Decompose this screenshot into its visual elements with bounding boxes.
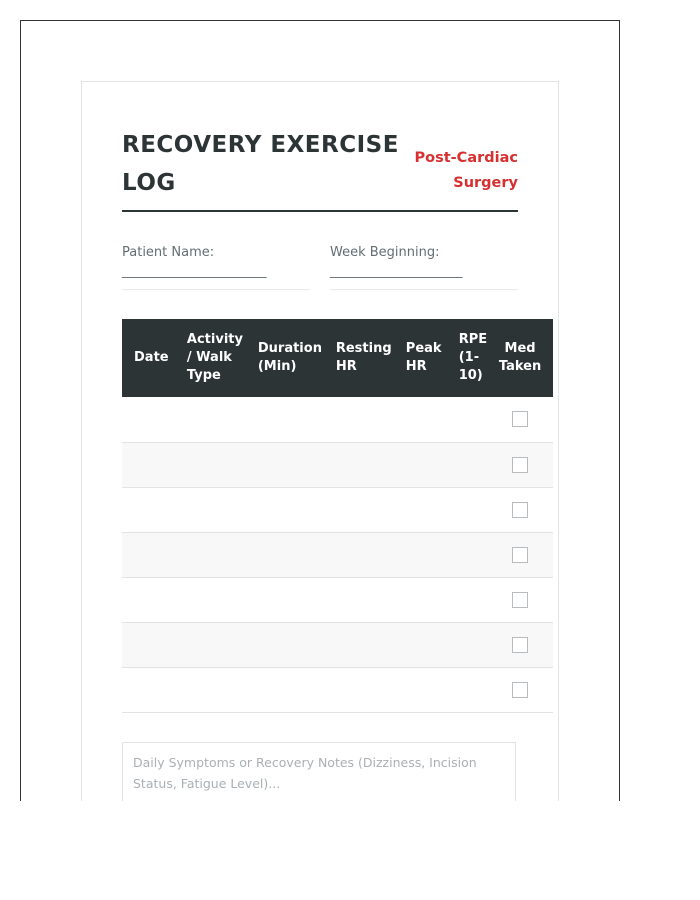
week-beginning-label: Week Beginning: (330, 245, 440, 260)
date-cell[interactable] (122, 622, 175, 667)
peak-hr-cell[interactable] (394, 487, 447, 532)
date-cell[interactable] (122, 487, 175, 532)
date-cell[interactable] (122, 532, 175, 577)
info-fields (122, 244, 518, 289)
log-sheet (81, 81, 559, 801)
week-beginning-field[interactable] (330, 244, 518, 290)
med-taken-cell (487, 397, 553, 442)
med-taken-checkbox[interactable] (512, 411, 528, 427)
med-taken-cell (487, 487, 553, 532)
rpe-cell[interactable] (447, 442, 487, 487)
duration-cell[interactable] (246, 442, 324, 487)
med-taken-checkbox[interactable] (512, 682, 528, 698)
activity-cell[interactable] (175, 532, 246, 577)
table-header-row (122, 319, 553, 397)
med-taken-cell (487, 667, 553, 712)
med-taken-checkbox[interactable] (512, 592, 528, 608)
rpe-cell[interactable] (447, 487, 487, 532)
recovery-notes-textarea[interactable]: Daily Symptoms or Recovery Notes (Dizziness, Incision Status, Fatigue Level)... (122, 742, 516, 801)
med-taken-checkbox[interactable] (512, 457, 528, 473)
subtitle: Post-Cardiac Surgery (414, 150, 518, 191)
med-taken-checkbox[interactable] (512, 637, 528, 653)
rpe-cell[interactable] (447, 397, 487, 442)
resting-hr-cell[interactable] (324, 442, 394, 487)
duration-cell[interactable] (246, 487, 324, 532)
col-activity: Activity / Walk Type (186, 332, 243, 383)
rpe-cell[interactable] (447, 667, 487, 712)
activity-cell[interactable] (175, 622, 246, 667)
patient-name-line: ________________________ (122, 264, 266, 279)
duration-cell[interactable] (246, 622, 324, 667)
patient-name-label: Patient Name: (122, 245, 215, 260)
resting-hr-cell[interactable] (324, 532, 394, 577)
table-row (122, 622, 553, 667)
activity-cell[interactable] (175, 442, 246, 487)
week-beginning-line: ______________________ (330, 264, 462, 279)
activity-cell[interactable] (175, 667, 246, 712)
table-row (122, 442, 553, 487)
date-cell[interactable] (122, 442, 175, 487)
med-taken-checkbox[interactable] (512, 547, 528, 563)
patient-name-field[interactable] (122, 244, 310, 290)
activity-cell[interactable] (175, 577, 246, 622)
col-date: Date (134, 350, 169, 365)
med-taken-checkbox[interactable] (512, 502, 528, 518)
table-row (122, 487, 553, 532)
peak-hr-cell[interactable] (394, 532, 447, 577)
date-cell[interactable] (122, 667, 175, 712)
col-resting-hr: Resting HR (335, 341, 392, 374)
col-peak-hr: Peak HR (405, 341, 442, 374)
duration-cell[interactable] (246, 397, 324, 442)
activity-cell[interactable] (175, 487, 246, 532)
rpe-cell[interactable] (447, 622, 487, 667)
resting-hr-cell[interactable] (324, 487, 394, 532)
resting-hr-cell[interactable] (324, 622, 394, 667)
peak-hr-cell[interactable] (394, 442, 447, 487)
resting-hr-cell[interactable] (324, 577, 394, 622)
table-row (122, 577, 553, 622)
activity-cell[interactable] (175, 397, 246, 442)
med-taken-cell (487, 442, 553, 487)
resting-hr-cell[interactable] (324, 397, 394, 442)
rpe-cell[interactable] (447, 532, 487, 577)
peak-hr-cell[interactable] (394, 667, 447, 712)
duration-cell[interactable] (246, 667, 324, 712)
page-frame (20, 20, 620, 801)
page-title: RECOVERY EXERCISE LOG (122, 132, 399, 196)
date-cell[interactable] (122, 577, 175, 622)
date-cell[interactable] (122, 397, 175, 442)
rpe-cell[interactable] (447, 577, 487, 622)
table-row (122, 667, 553, 712)
table-row (122, 532, 553, 577)
med-taken-cell (487, 577, 553, 622)
peak-hr-cell[interactable] (394, 622, 447, 667)
table-row (122, 397, 553, 442)
sheet-header (122, 122, 518, 212)
duration-cell[interactable] (246, 532, 324, 577)
col-rpe: RPE (1-10) (458, 332, 488, 383)
resting-hr-cell[interactable] (324, 667, 394, 712)
exercise-log-table (122, 319, 553, 713)
col-duration: Duration (Min) (257, 341, 322, 374)
med-taken-cell (487, 622, 553, 667)
col-med-taken: Med Taken (498, 341, 542, 374)
peak-hr-cell[interactable] (394, 397, 447, 442)
peak-hr-cell[interactable] (394, 577, 447, 622)
med-taken-cell (487, 532, 553, 577)
duration-cell[interactable] (246, 577, 324, 622)
